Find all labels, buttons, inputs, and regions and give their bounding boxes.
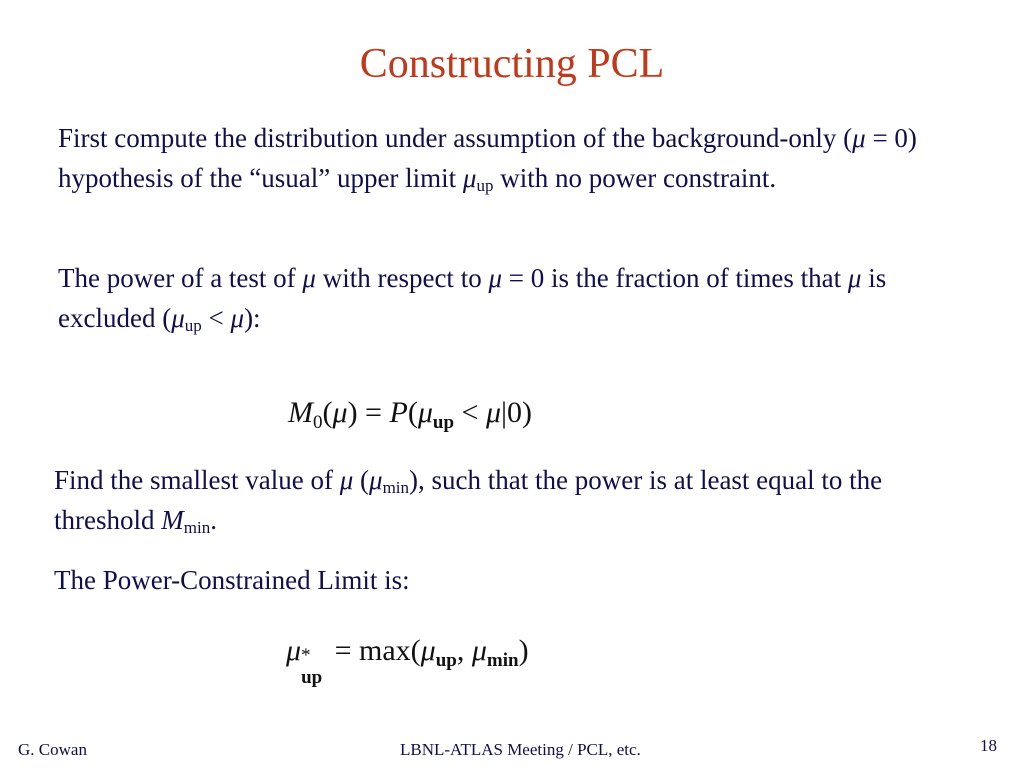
text: = 0 is the fraction of times that <box>502 263 848 293</box>
mu-symbol: μ <box>230 303 245 333</box>
text: with no power constraint. <box>493 163 777 193</box>
subscript: up <box>184 316 202 335</box>
mu-symbol: μ <box>847 263 862 293</box>
eq-symbol: μ <box>485 396 501 429</box>
text: with respect to <box>315 263 489 293</box>
mu-symbol: μ <box>488 263 503 293</box>
text: First compute the distribution under assumption of the background-only ( <box>58 123 853 153</box>
eq-symbol: M <box>288 396 313 429</box>
paragraph-distribution <box>58 118 978 198</box>
footer-center: LBNL-ATLAS Meeting / PCL, etc. <box>400 740 641 759</box>
eq-symbol: μ <box>471 634 487 667</box>
mu-symbol: μ <box>302 263 316 293</box>
eq-subscript: up <box>432 412 455 433</box>
text: Find the smallest value of <box>54 465 340 495</box>
paragraph-smallest-value <box>54 460 894 540</box>
slide-title: Constructing PCL <box>359 41 665 87</box>
eq-text: ) = <box>347 396 390 429</box>
text: . <box>210 505 217 535</box>
eq-text: , <box>456 634 472 667</box>
mu-symbol: μ <box>462 163 477 193</box>
text: < <box>201 303 231 333</box>
mu-symbol: μ <box>852 123 866 153</box>
text: ), such that the power is at least equal to the threshold <box>54 465 883 535</box>
page-number: 18 <box>980 736 997 755</box>
eq-subscript: min <box>486 650 519 671</box>
mu-symbol: μ <box>369 465 383 495</box>
text: The power of a test of <box>58 263 303 293</box>
eq-text: = max( <box>327 634 421 667</box>
subscript: up <box>476 176 494 195</box>
eq-text: ( <box>322 396 333 429</box>
eq-subscript: up <box>435 650 457 671</box>
mu-symbol: μ <box>339 465 354 495</box>
paragraph-pcl: The Power-Constrained Limit is: <box>54 565 410 595</box>
eq-symbol: P <box>389 396 408 429</box>
footer-author: G. Cowan <box>18 740 87 759</box>
equation-pcl: μ * up = $\max(\mu_{up}$, $\mu_{min}$) <box>286 634 529 688</box>
text: ( <box>353 465 370 495</box>
subscript: min <box>183 518 211 537</box>
eq-text: < <box>454 396 486 429</box>
eq-text: ( <box>407 396 418 429</box>
mu-symbol: μ <box>171 303 185 333</box>
eq-subscript: 0 <box>313 412 323 433</box>
eq-symbol: μ <box>286 634 302 667</box>
eq-symbol: μ <box>417 396 433 429</box>
eq-symbol: μ <box>332 396 348 429</box>
text: ): <box>244 303 261 333</box>
text: = 0) hypothesis of the “usual” upper limit <box>58 123 917 193</box>
text: is excluded ( <box>58 263 887 333</box>
equation-power <box>288 396 532 433</box>
subscript: min <box>382 478 410 497</box>
eq-symbol: μ <box>420 634 436 667</box>
paragraph-power <box>58 258 938 338</box>
eq-text: |0) <box>501 396 532 429</box>
eq-text: ) <box>518 634 529 667</box>
m-symbol: M <box>161 505 184 535</box>
